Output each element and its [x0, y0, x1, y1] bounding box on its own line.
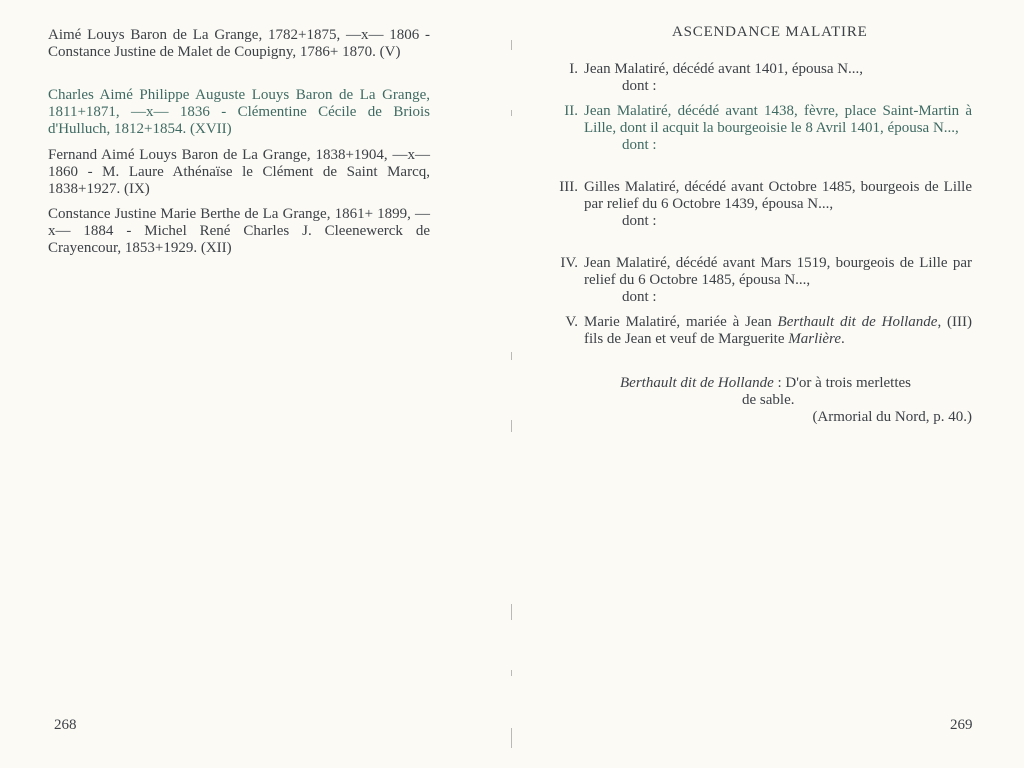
page-number-left: 268 [54, 717, 77, 733]
ancestry-entry-ii [564, 103, 972, 154]
ancestry-entry-i [569, 61, 972, 95]
blazon-line2: de sable. [742, 392, 795, 408]
page-title: ASCENDANCE MALATIRE [672, 24, 868, 40]
entry-text [584, 314, 972, 348]
blazon [620, 375, 972, 426]
entry-dont: dont : [622, 213, 657, 229]
blazon-name: Berthault dit de Hollande [620, 375, 774, 391]
entry-text-italic: Marlière [788, 331, 841, 347]
right-page [512, 0, 1024, 768]
genealogy-entry: Fernand Aimé Louys Baron de La Grange, 1838+1904, —x— 1860 - M. Laure Athénaïse le Clément de Saint Marcq, 1838+1927. (IX) [48, 147, 430, 197]
blazon-source: (Armorial du Nord, p. 40.) [812, 409, 972, 425]
blazon-line [620, 375, 911, 391]
entry-text: Jean Malatiré, décédé avant 1401, épousa N..., [584, 61, 864, 77]
entry-text-part: . [841, 331, 845, 347]
ancestry-entry-iii [559, 179, 972, 230]
page-number-right: 269 [950, 717, 973, 733]
roman-numeral: II. [564, 103, 578, 119]
entry-text: Gilles Malatiré, décédé avant Octobre 1485, bourgeois de Lille par relief du 6 Octobre 1439, épousa N..., [584, 179, 972, 212]
ancestry-entry-iv [560, 255, 972, 306]
roman-numeral: IV. [560, 255, 578, 271]
genealogy-entry: Constance Justine Marie Berthe de La Grange, 1861+ 1899, —x— 1884 - Michel René Charles J. Cleenewerck de Crayencour, 1853+1929. (XII) [48, 206, 430, 256]
roman-numeral: III. [559, 179, 578, 195]
roman-numeral: V. [565, 314, 578, 330]
genealogy-entry: Aimé Louys Baron de La Grange, 1782+1875, —x— 1806 - Constance Justine de Malet de Coupigny, 1786+ 1870. (V) [48, 27, 430, 60]
entry-text-part: Marie Malatiré, mariée à Jean [584, 314, 778, 330]
genealogy-entry: Charles Aimé Philippe Auguste Louys Baron de La Grange, 1811+1871, —x— 1836 - Clémentine Cécile de Briois d'Hulluch, 1812+1854. (XVII) [48, 87, 430, 137]
entry-text: Jean Malatiré, décédé avant Mars 1519, bourgeois de Lille par relief du 6 Octobre 1485, épousa N..., [584, 255, 972, 288]
entry-dont: dont : [622, 289, 657, 305]
entry-dont: dont : [622, 78, 657, 94]
blazon-text: : D'or à trois merlettes [773, 375, 911, 391]
roman-numeral: I. [569, 61, 578, 77]
entry-text-italic: Berthault dit de Hollande [777, 314, 938, 330]
entry-dont: dont : [622, 137, 657, 153]
ancestry-entry-v [565, 314, 972, 348]
entry-text-part: , (III) fils de Jean et veuf de Marguerite [584, 314, 972, 347]
entry-text: Jean Malatiré, décédé avant 1438, fèvre, place Saint-Martin à Lille, dont il acquit la bourgeoisie le 8 Avril 1401, épousa N..., [584, 103, 972, 136]
